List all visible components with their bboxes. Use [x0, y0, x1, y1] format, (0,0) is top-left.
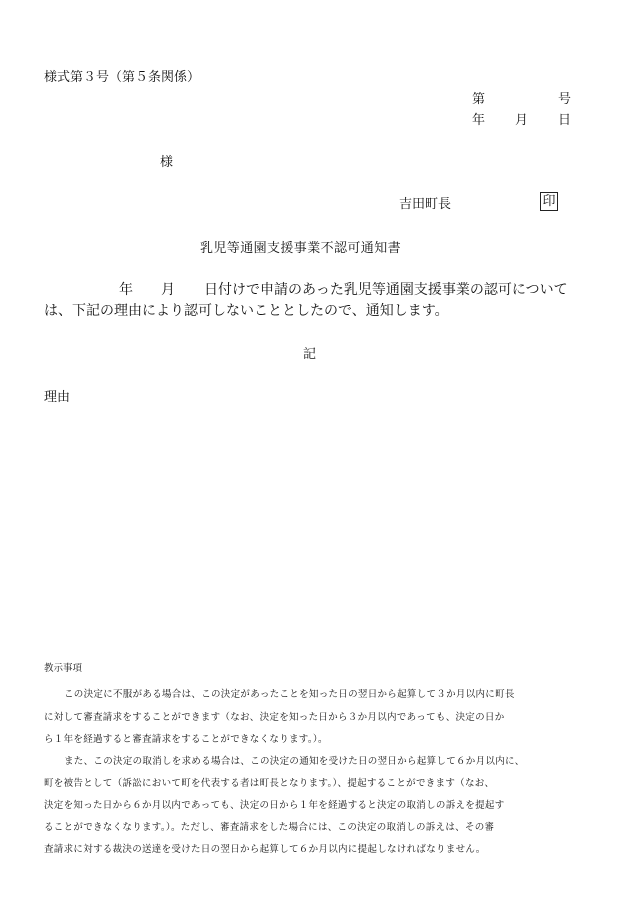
notice-line: この決定に不服がある場合は、この決定があったことを知った日の翌日から起算して３か月以内に町長	[64, 689, 515, 700]
addressee-honorific: 様	[160, 155, 174, 170]
reason-label: 理由	[44, 390, 71, 405]
issue-date-month: 月	[515, 113, 529, 128]
body-text-line-2: は、下記の理由により認可しないこととしたので、通知します。	[44, 303, 449, 319]
document-number-suffix: 号	[558, 92, 572, 107]
body-text-line-1: 日付けで申請のあった乳児等通園支援事業の認可について	[204, 282, 568, 298]
notice-line: ら１年を経過すると審査請求をすることができなくなります。）。	[44, 734, 328, 745]
application-date-year: 年	[119, 282, 133, 298]
notice-line: に対して審査請求をすることができます（なお、決定を知った日から３か月以内であっても、決定の日か	[44, 712, 505, 723]
notice-line: 町を被告として（訴訟において町を代表する者は町長となります。）、提起することができます（なお、	[44, 778, 495, 789]
notice-heading: 教示事項	[44, 663, 83, 674]
document-number-prefix: 第	[472, 92, 486, 107]
issue-date-day: 日	[558, 113, 572, 128]
notice-line: 決定を知った日から６か月以内であっても、決定の日から１年を経過すると決定の取消しの訴えを提起す	[44, 800, 505, 811]
application-date-month: 月	[161, 282, 175, 298]
seal-mark: 印	[540, 192, 558, 211]
ki-heading: 記	[303, 347, 317, 362]
notice-line: 査請求に対する裁決の送達を受けた日の翌日から起算して６か月以内に提起しなければなりません。	[44, 844, 486, 855]
issuer-name: 吉田町長	[399, 197, 452, 212]
notice-line: また、この決定の取消しを求める場合は、この決定の通知を受けた日の翌日から起算して６か月以内に、	[64, 756, 525, 767]
notice-line: ることができなくなります。）。ただし、審査請求をした場合には、この決定の取消しの訴えは、その審	[44, 822, 495, 833]
form-number-label: 様式第３号（第５条関係）	[44, 70, 201, 85]
document-title: 乳児等通園支援事業不認可通知書	[200, 241, 402, 256]
issue-date-year: 年	[472, 113, 486, 128]
